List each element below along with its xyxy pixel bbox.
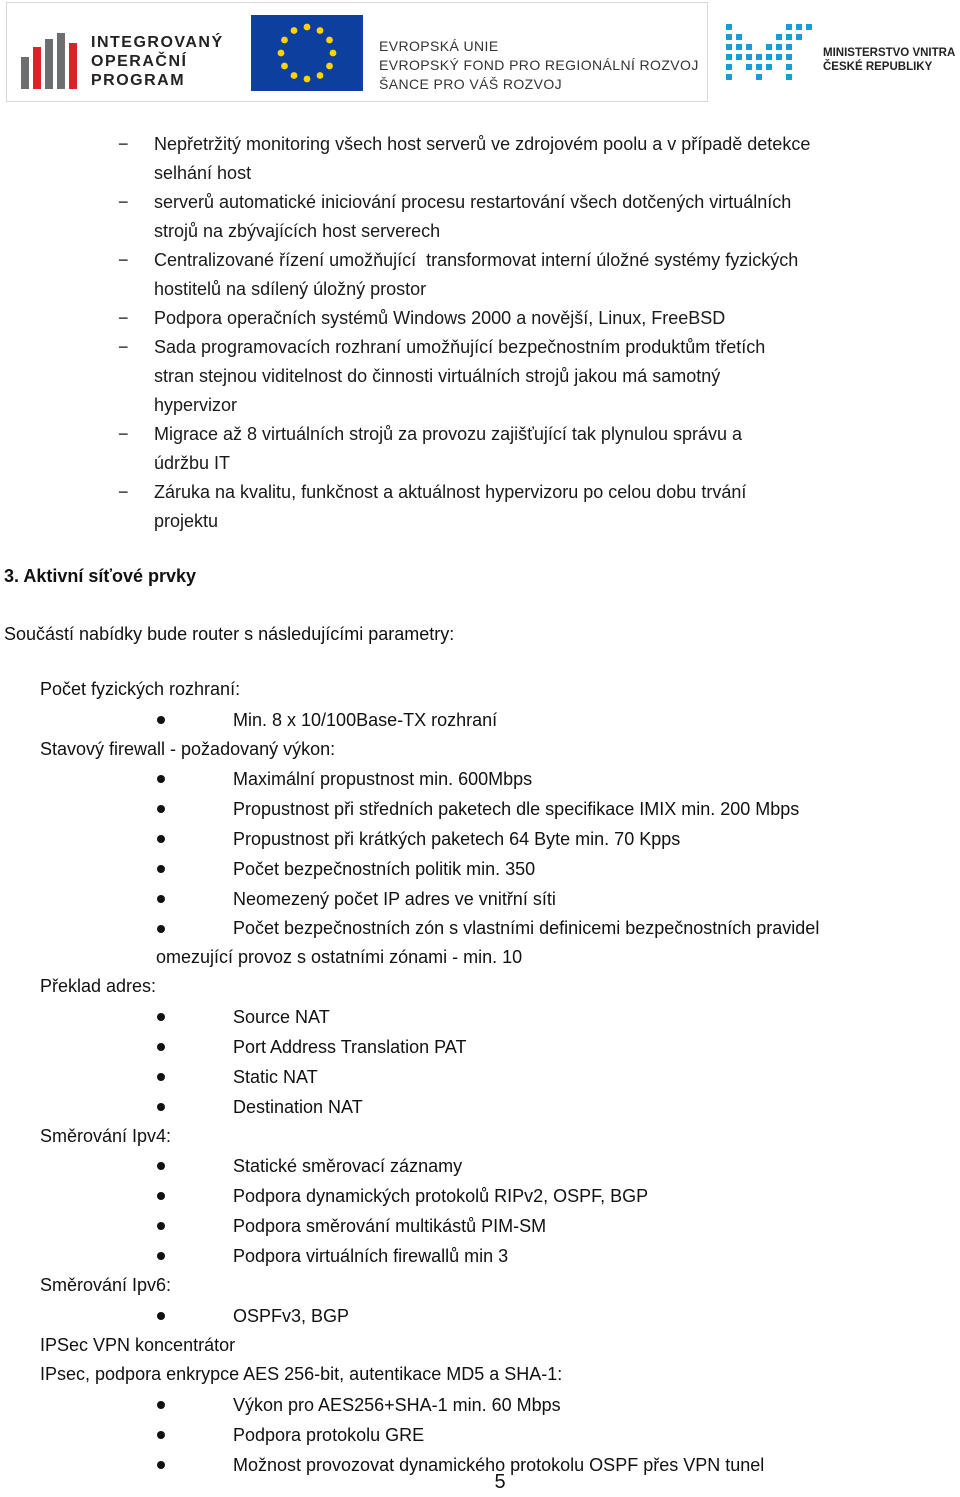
spec-label-firewall: Stavový firewall - požadovaný výkon:: [40, 738, 336, 759]
ministry-line-2: ČESKÉ REPUBLIKY: [823, 61, 933, 73]
bullet-text: Destination NAT: [233, 1096, 363, 1117]
bullet-dot: [157, 1043, 165, 1051]
bullet-dot: [157, 775, 165, 783]
ministry-line-1: MINISTERSTVO VNITRA: [823, 47, 956, 59]
bullet-dot: [157, 1103, 165, 1111]
eu-text: [379, 37, 699, 94]
bullet-dot: [157, 895, 165, 903]
iop-line-1: INTEGROVANÝ: [91, 34, 224, 51]
spec-label-nat: Překlad adres:: [40, 976, 157, 996]
list-item: [112, 130, 957, 188]
list-item: [112, 333, 957, 420]
page-number: 5: [494, 1471, 506, 1493]
list-item-line: Migrace až 8 virtuálních strojů za provozu zajišťující tak plynulou správu a: [154, 424, 743, 444]
spec-label-ipv6: Směrování Ipv6:: [40, 1275, 172, 1295]
bullet-item: [40, 1181, 940, 1211]
list-item-line: selhání host: [154, 163, 252, 183]
bullet-dot: [157, 805, 165, 813]
spec-label-ipsec: IPsec, podpora enkrypce AES 256-bit, autentikace MD5 a SHA-1:: [40, 1364, 563, 1384]
bullet-item: [40, 1211, 940, 1241]
bullet-item: [40, 1301, 940, 1331]
bullet-text: Min. 8 x 10/100Base-TX rozhraní: [233, 709, 498, 730]
bullet-dot: [157, 835, 165, 843]
list-item: [112, 188, 957, 246]
ministry-text: [823, 46, 955, 74]
bullet-dot: [157, 865, 165, 873]
bullet-text: Podpora protokolu GRE: [233, 1424, 425, 1445]
dash-marker: −: [118, 482, 129, 502]
bullet-dot: [157, 1013, 165, 1021]
bullet-item: [40, 1092, 940, 1122]
bullet-text: Maximální propustnost min. 600Mbps: [233, 769, 533, 789]
list-item-line: serverů automatické iniciování procesu restartování všech dotčených virtuálních: [154, 192, 792, 212]
bullet-text: Počet bezpečnostních zón s vlastními definicemi bezpečnostních pravidel: [233, 918, 820, 938]
list-item: [112, 304, 957, 333]
iop-line-3: PROGRAM: [91, 72, 186, 89]
bullet-text: Static NAT: [233, 1066, 318, 1087]
dash-marker: −: [118, 337, 129, 357]
list-item-line: Centralizované řízení umožňující transformovat interní úložné systémy fyzických: [154, 250, 799, 270]
bullet-dot: [157, 1162, 165, 1170]
ministry-logo-icon: [726, 20, 812, 84]
eu-line-2: EVROPSKÝ FOND PRO REGIONÁLNÍ ROZVOJ: [379, 57, 699, 73]
spec-label-ipv4: Směrování Ipv4:: [40, 1125, 172, 1146]
bullet-text: Podpora virtuálních firewallů min 3: [233, 1246, 509, 1266]
bullet-item: [40, 914, 940, 972]
bullet-item: [40, 1420, 940, 1450]
list-item-line: Nepřetržitý monitoring všech host serverů ve zdrojovém poolu a v případě detekce: [154, 134, 811, 154]
bullet-text: Source NAT: [233, 1006, 330, 1027]
bullet-item: [40, 1032, 940, 1062]
section-heading: 3. Aktivní síťové prvky: [4, 566, 197, 586]
page-header: [0, 0, 960, 104]
list-item: [112, 420, 957, 478]
bullet-text: Počet bezpečnostních politik min. 350: [233, 859, 536, 879]
bullet-item: [40, 1241, 940, 1271]
list-item-line: projektu: [154, 511, 219, 531]
bullet-text: Statické směrovací záznamy: [233, 1156, 463, 1176]
logo-panel: [6, 2, 708, 102]
list-item-line: hostitelů na sdílený úložný prostor: [154, 279, 427, 299]
list-item: [112, 246, 957, 304]
eu-line-3: ŠANCE PRO VÁŠ ROZVOJ: [379, 76, 563, 92]
bullet-item: [40, 705, 940, 735]
bullet-dot: [157, 925, 165, 933]
bullet-dot: [157, 1401, 165, 1409]
iop-logo-icon: [21, 33, 83, 89]
bullet-item: [40, 1151, 940, 1181]
intro-paragraph: Součástí nabídky bude router s následujícími parametry:: [4, 624, 455, 644]
bullet-dot: [157, 1431, 165, 1439]
bullet-item: [40, 1390, 940, 1420]
bullet-text: Podpora směrování multikástů PIM-SM: [233, 1216, 547, 1236]
bullet-dot: [157, 1222, 165, 1230]
spec-label-vpn: IPSec VPN koncentrátor: [40, 1334, 236, 1355]
iop-logo-text: [91, 33, 224, 90]
eu-flag-icon: [251, 15, 363, 91]
bullet-item: [40, 764, 940, 794]
list-item-line: Záruka na kvalitu, funkčnost a aktuálnost hypervizoru po celou dobu trvání: [154, 482, 747, 502]
bullet-text: Propustnost při středních paketech dle specifikace IMIX min. 200 Mbps: [233, 799, 800, 819]
list-item-line: Sada programovacích rozhraní umožňující bezpečnostním produktům třetích: [154, 337, 766, 357]
eu-line-1: EVROPSKÁ UNIE: [379, 38, 499, 54]
bullet-item: [40, 794, 940, 824]
bullet-dot: [157, 1312, 165, 1320]
list-item-line: Podpora operačních systémů Windows 2000 a novější, Linux, FreeBSD: [154, 308, 726, 328]
bullet-text: Neomezený počet IP adres ve vnitřní síti: [233, 889, 556, 909]
dash-marker: −: [118, 250, 129, 270]
iop-line-2: OPERAČNÍ: [91, 53, 188, 70]
bullet-text: OSPFv3, BGP: [233, 1305, 350, 1326]
dash-list: [112, 130, 957, 536]
list-item: [112, 478, 957, 536]
dash-marker: −: [118, 424, 129, 444]
bullet-text: Výkon pro AES256+SHA-1 min. 60 Mbps: [233, 1394, 561, 1415]
bullet-text: Port Address Translation PAT: [233, 1036, 467, 1057]
bullet-dot: [157, 716, 165, 724]
router-spec: [40, 675, 940, 1480]
bullet-dot: [157, 1192, 165, 1200]
bullet-dot: [157, 1461, 165, 1469]
bullet-item: [40, 854, 940, 884]
spec-label-physical: Počet fyzických rozhraní:: [40, 679, 241, 699]
bullet-item: [40, 1062, 940, 1092]
list-item-line: stran stejnou viditelnost do činnosti virtuálních strojů jakou má samotný: [154, 366, 721, 386]
bullet-text: Propustnost při krátkých paketech 64 Byte min. 70 Kpps: [233, 829, 681, 849]
bullet-dot: [157, 1252, 165, 1260]
dash-marker: −: [118, 192, 129, 212]
list-item-line: strojů na zbývajících host serverech: [154, 221, 441, 241]
bullet-item: [40, 824, 940, 854]
bullet-text-continuation: omezující provoz s ostatními zónami - min. 10: [156, 947, 523, 967]
bullet-dot: [157, 1073, 165, 1081]
list-item-line: hypervizor: [154, 395, 238, 415]
bullet-text: Možnost provozovat dynamického protokolu OSPF přes VPN tunel: [233, 1454, 765, 1475]
dash-marker: −: [118, 308, 129, 328]
bullet-item: [40, 884, 940, 914]
dash-marker: −: [118, 134, 129, 154]
list-item-line: údržbu IT: [154, 453, 231, 473]
bullet-text: Podpora dynamických protokolů RIPv2, OSPF, BGP: [233, 1186, 649, 1206]
bullet-item: [40, 1002, 940, 1032]
